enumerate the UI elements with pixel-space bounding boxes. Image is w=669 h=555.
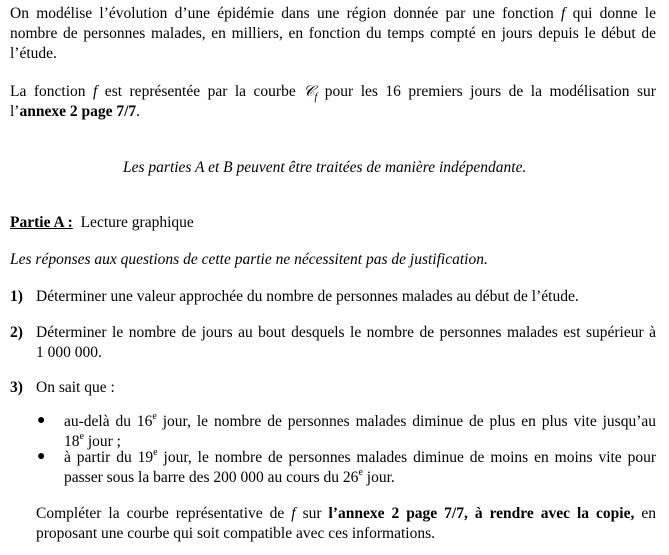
bullet-1-line-1: au-delà du 16e jour, le nombre de personnes malades diminue de plus en plus vite jusqu’au	[64, 410, 657, 430]
bullet-2-line-2: passer sous la barre des 200 000 au cours du 26e jour.	[64, 466, 395, 486]
part-a-heading: Partie A : Lecture graphique	[10, 214, 194, 231]
question-number: 2)	[10, 324, 23, 341]
question-2-line-1: Déterminer le nombre de jours au bout desquels le nombre de personnes malades est supérieur à	[36, 324, 656, 341]
intro-line-1: On modélise l’évolution d’une épidémie dans une région donnée par une fonction f qui donne le	[10, 5, 656, 22]
bullet-icon: ●	[37, 449, 46, 464]
intro-line-2: nombre de personnes malades, en milliers, en fonction du temps compté en jours depuis le début de	[10, 25, 656, 42]
bullet-icon: ●	[37, 413, 46, 428]
graph-ref-line-1: La fonction f est représentée par la courbe 𝒞$_f$ pour les 16 premiers jours de la modélisation sur	[10, 83, 656, 104]
completion-line-2: proposant une courbe qui soit compatible avec ces informations.	[36, 525, 436, 542]
bullet-2-line-1: à partir du 19e jour, le nombre de personnes malades diminue de moins en moins vite pour	[64, 446, 656, 466]
question-2-line-2: 1 000 000.	[36, 344, 102, 361]
bullet-1-line-2: 18e jour ;	[64, 430, 121, 450]
completion-line-1: Compléter la courbe représentative de f sur l’annexe 2 page 7/7, à rendre avec la copie, en	[36, 505, 656, 522]
part-a-instruction: Les réponses aux questions de cette partie ne nécessitent pas de justification.	[10, 251, 488, 268]
independent-parts-note: Les parties A et B peuvent être traitées de manière indépendante.	[123, 159, 527, 176]
question-number: 1)	[10, 288, 23, 305]
graph-ref-line-2: l’annexe 2 page 7/7.	[10, 103, 141, 120]
question-intro: On sait que :	[36, 379, 115, 396]
question-text: Déterminer une valeur approchée du nombre de personnes malades au début de l’étude.	[36, 288, 579, 305]
intro-line-3: l’étude.	[10, 45, 57, 62]
question-number: 3)	[10, 379, 23, 396]
